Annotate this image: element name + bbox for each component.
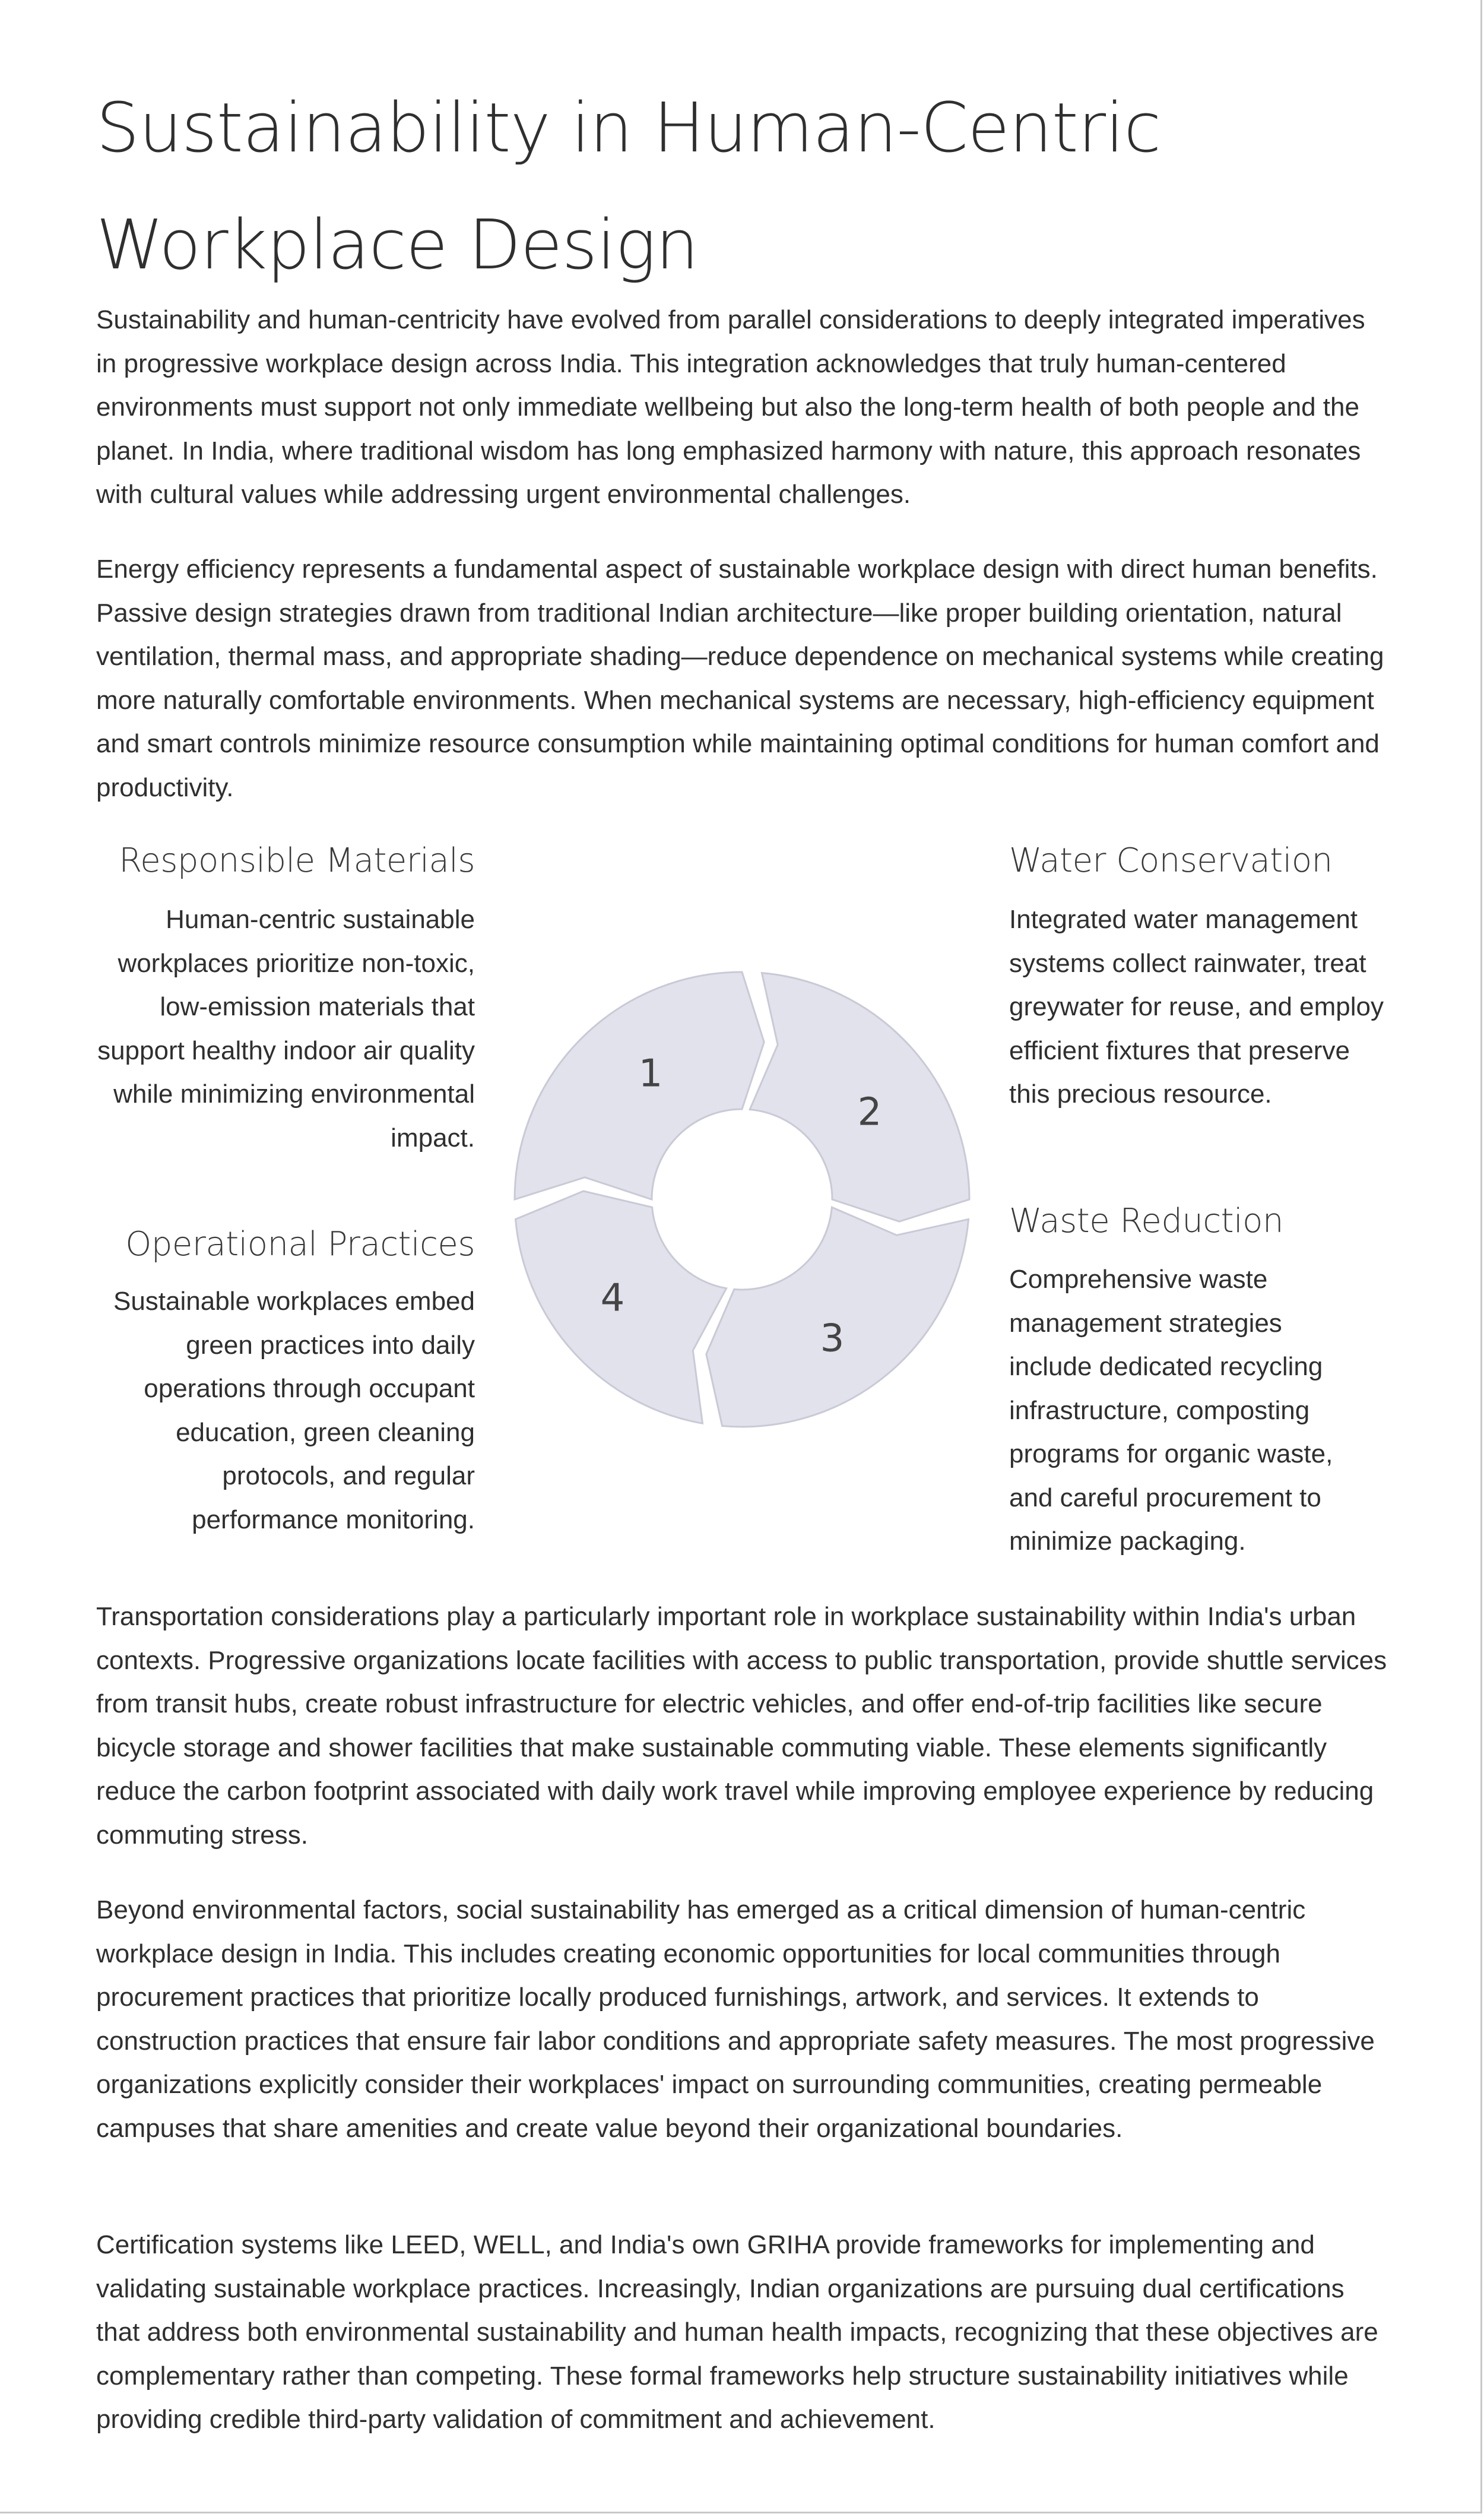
- materials-title: Responsible Materials: [119, 841, 475, 880]
- intro-paragraph: Sustainability and human-centricity have evolved from parallel considerations to deeply integrated imperatives in progressive workplace design across India. This integration acknowledges that truly human-centered environments must support not only immediate wellbeing but also the long-term health of both people and the planet. In India, where traditional wisdom has long emphasized harmony with nature, this approach resonates with cultural values while addressing urgent environmental challenges.: [96, 305, 1365, 509]
- cycle-label-2: 2: [857, 1090, 882, 1135]
- operations-title: Operational Practices: [125, 1225, 475, 1264]
- sustainability-cycle-diagram: [510, 968, 974, 1431]
- waste-text: Comprehensive waste management strategies include dedicated recycling infrastructure, composting programs for organic waste, and careful procurement to minimize packaging.: [1009, 1265, 1333, 1556]
- cycle-label-4: 4: [600, 1276, 625, 1321]
- certification-paragraph: Certification systems like LEED, WELL, and India's own GRIHA provide frameworks for implementing and validating sustainable workplace practices. Increasingly, Indian organizations are pursuing dual certifications that address both environmental sustainability and human health impacts, recognizing that these objectives are complementary rather than competing. These formal frameworks help structure sustainability initiatives while providing credible third-party validation of commitment and achievement.: [96, 2230, 1378, 2434]
- cycle-label-1: 1: [638, 1052, 663, 1096]
- water-title: Water Conservation: [1009, 841, 1333, 880]
- waste-title: Waste Reduction: [1009, 1202, 1283, 1240]
- energy-paragraph: Energy efficiency represents a fundamental aspect of sustainable workplace design with direct human benefits. Passive design strategies drawn from traditional Indian architecture—like proper building orientation, natural ventilation, thermal mass, and appropriate shading—reduce dependence on mechanical systems while creating more naturally comfortable environments. When mechanical systems are necessary, high-efficiency equipment and smart controls minimize resource consumption while maintaining optimal conditions for human comfort and productivity.: [96, 555, 1384, 802]
- operations-text: Sustainable workplaces embed green practices into daily operations through occupant education, green cleaning protocols, and regular performance monitoring.: [113, 1287, 475, 1534]
- materials-text: Human-centric sustainable workplaces prioritize non-toxic, low-emission materials that support healthy indoor air quality while minimizing environmental impact.: [97, 905, 475, 1153]
- cycle-label-3: 3: [820, 1316, 845, 1361]
- social-paragraph: Beyond environmental factors, social sustainability has emerged as a critical dimension of human-centric workplace design in India. This includes creating economic opportunities for local communities through procurement practices that prioritize locally produced furnishings, artwork, and services. It extends to construction practices that ensure fair labor conditions and appropriate safety measures. The most progressive organizations explicitly consider their workplaces' impact on surrounding communities, creating permeable campuses that share amenities and create value beyond their organizational boundaries.: [96, 1895, 1375, 2143]
- transportation-paragraph: Transportation considerations play a particularly important role in workplace sustainability within India's urban contexts. Progressive organizations locate facilities with access to public transportation, provide shuttle services from transit hubs, create robust infrastructure for electric vehicles, and offer end-of-trip facilities like secure bicycle storage and shower facilities that make sustainable commuting viable. These elements significantly reduce the carbon footprint associated with daily work travel while improving employee experience by reducing commuting stress.: [96, 1602, 1387, 1850]
- water-text: Integrated water management systems collect rainwater, treat greywater for reuse, and employ efficient fixtures that preserve this precious resource.: [1009, 905, 1384, 1109]
- page-title: Sustainability in Human-Centric Workplace Design: [96, 88, 1161, 285]
